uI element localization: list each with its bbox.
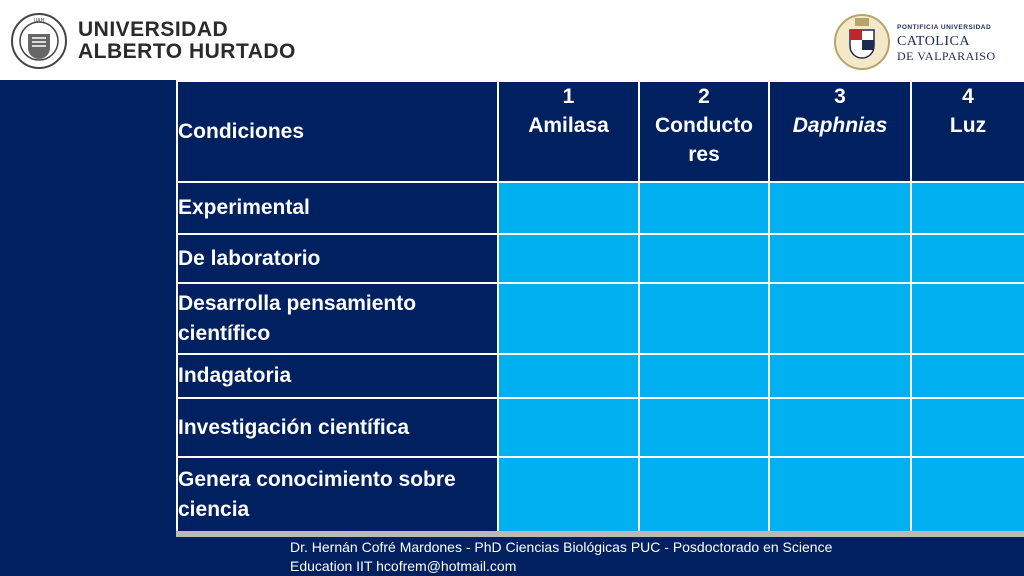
row-label-indagatoria: Indagatoria [177,354,498,398]
table-row [177,398,1024,457]
svg-text:UAH: UAH [33,18,45,24]
table-cell [498,457,639,532]
alberto-hurtado-seal-icon [10,12,68,70]
table-cell [498,234,639,283]
table-cell [498,182,639,234]
table-shadow [176,531,1024,537]
table-cell [769,182,911,234]
header-col-4 [911,81,1024,182]
conditions-table [176,80,1024,533]
table-cell [639,457,769,532]
header-col-3-name: Daphnias [792,114,888,137]
table-cell [911,398,1024,457]
table-cell [498,398,639,457]
table-row [177,182,1024,234]
table-cell [639,398,769,457]
pucv-catolica: CATOLICA [897,34,970,49]
table-cell [769,354,911,398]
header-col-1-num: 1 [562,85,575,108]
row-label-desarrolla-b: científico [178,321,271,345]
table-cell [639,234,769,283]
row-label-de-laboratorio: De laboratorio [177,234,498,283]
table-cell [769,457,911,532]
table-cell [498,354,639,398]
table-cell [769,398,911,457]
row-label-genera-a: Genera conocimiento sobre [178,467,456,491]
row-label-investigacion: Investigación científica [177,398,498,457]
header-condiciones: Condiciones [177,81,498,182]
row-label-genera-b: ciencia [178,497,250,521]
table-cell [911,283,1024,354]
table-cell [911,234,1024,283]
header-col-2-name-a: Conducto [655,114,753,137]
pucv-valparaiso: DE VALPARAISO [897,49,996,63]
table-cell [639,283,769,354]
row-label-genera [177,457,498,532]
table-cell [769,283,911,354]
header-col-2-num: 2 [698,85,710,108]
table-cell [769,234,911,283]
header-col-2-name-b: res [688,143,720,166]
table-cell [639,182,769,234]
header-col-3-num: 3 [834,85,846,108]
table-cell [911,457,1024,532]
header-col-3 [769,81,911,182]
table-header-row [177,81,1024,182]
row-label-experimental: Experimental [177,182,498,234]
table-cell [639,354,769,398]
table-row [177,234,1024,283]
table-row [177,354,1024,398]
table-row [177,457,1024,532]
slide-header [0,0,1024,80]
table-cell [498,283,639,354]
table-cell [911,354,1024,398]
logo-line-alberto-hurtado: ALBERTO HURTADO [78,40,296,63]
header-col-1 [498,81,639,182]
table-row [177,283,1024,354]
table-cell [911,182,1024,234]
logo-line-universidad: UNIVERSIDAD [78,18,229,41]
alberto-hurtado-logo [10,12,296,70]
footer-line-1: Dr. Hernán Cofré Mardones - PhD Ciencias Biológicas PUC - Posdoctorado en Science [290,539,833,555]
header-col-4-num: 4 [962,85,974,108]
pucv-small-line: PONTIFICIA UNIVERSIDAD [897,24,992,31]
footer-line-2: Education IIT hcofrem@hotmail.com [290,558,517,574]
row-label-desarrolla [177,283,498,354]
pucv-crest-icon [833,12,891,72]
header-col-4-name: Luz [949,114,987,137]
row-label-desarrolla-a: Desarrolla pensamiento [178,291,417,315]
header-col-1-name: Amilasa [528,114,609,137]
header-col-2 [639,81,769,182]
pucv-logo [833,12,996,72]
footer-credit [290,538,890,576]
